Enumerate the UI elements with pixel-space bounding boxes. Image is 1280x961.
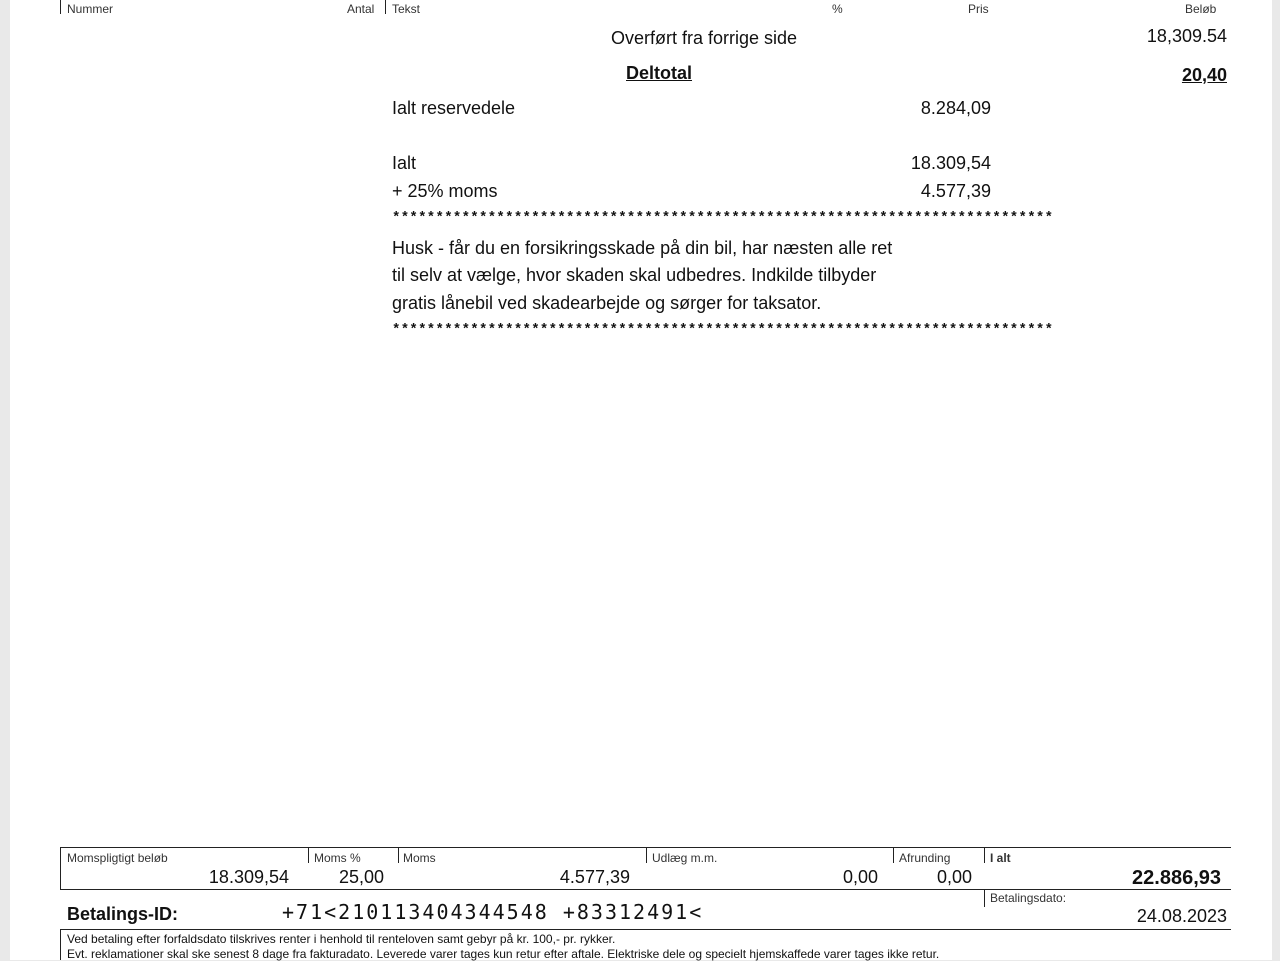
line-amount: 8.284,09 xyxy=(920,98,991,118)
totals-divider xyxy=(308,847,309,863)
totals-divider xyxy=(893,847,894,863)
column-divider xyxy=(60,0,61,14)
payment-date-value: 24.08.2023 xyxy=(1136,906,1227,926)
afrunding-value: 0,00 xyxy=(936,867,972,887)
line-amount: 18.309,54 xyxy=(910,153,991,173)
col-header-pris: Pris xyxy=(968,2,989,16)
ialt-label: I alt xyxy=(990,851,1011,865)
moms-value: 4.577,39 xyxy=(559,867,630,887)
notice-line: til selv at vælge, hvor skaden skal udbedres. Indkilde tilbyder xyxy=(392,265,877,285)
totals-divider xyxy=(646,847,647,863)
totals-divider xyxy=(398,847,399,863)
ialt-value: 22.886,93 xyxy=(1132,867,1221,889)
line-label: Ialt xyxy=(392,153,417,173)
column-divider xyxy=(385,0,386,14)
footer-note: Ved betaling efter forfaldsdato tilskrives renter i henhold til renteloven samt gebyr på kr. 100,- pr. rykker. xyxy=(67,932,616,946)
afrunding-label: Afrunding xyxy=(899,851,951,865)
col-header-nummer: Nummer xyxy=(67,2,114,16)
totals-divider xyxy=(60,847,61,890)
payment-top-border xyxy=(60,889,1231,890)
carried-over-amount: 18,309.54 xyxy=(1146,26,1227,46)
payment-id-value: +71<210113404344548 +83312491< xyxy=(282,900,704,924)
col-header-antal: Antal xyxy=(347,2,375,16)
udlaeg-value: 0,00 xyxy=(842,867,878,887)
totals-divider xyxy=(984,847,985,863)
payment-divider xyxy=(984,889,985,907)
payment-id-label: Betalings-ID: xyxy=(67,904,179,924)
payment-date-label: Betalingsdato: xyxy=(990,891,1067,905)
col-header-procent: % xyxy=(832,2,843,16)
star-divider: **************************************************************************** xyxy=(392,210,1054,226)
carried-over-label: Overført fra forrige side xyxy=(611,28,798,48)
moms-pct-label: Moms % xyxy=(314,851,361,865)
line-label: Ialt reservedele xyxy=(392,98,516,118)
star-divider: **************************************************************************** xyxy=(392,322,1054,338)
footer-divider xyxy=(60,929,61,960)
invoice-page xyxy=(10,0,1272,960)
col-header-tekst: Tekst xyxy=(392,2,421,16)
line-label: + 25% moms xyxy=(392,181,498,201)
moms-pct-value: 25,00 xyxy=(338,867,384,887)
moms-label: Moms xyxy=(403,851,436,865)
footer-top-border xyxy=(60,929,1231,930)
footer-note: Evt. reklamationer skal ske senest 8 dage fra fakturadato. Leverede varer tages kun retur efter aftale. Elektriske dele og specielt hjemskaffede varer tages ikke retur. xyxy=(67,947,940,961)
udlaeg-label: Udlæg m.m. xyxy=(652,851,718,865)
momspligtigt-value: 18.309,54 xyxy=(208,867,289,887)
line-amount: 4.577,39 xyxy=(920,181,991,201)
notice-line: Husk - får du en forsikringsskade på din bil, har næsten alle ret xyxy=(392,238,893,258)
momspligtigt-label: Momspligtigt beløb xyxy=(67,851,168,865)
subtotal-label: Deltotal xyxy=(626,63,693,83)
subtotal-amount: 20,40 xyxy=(1181,65,1227,85)
col-header-beloeb: Beløb xyxy=(1185,2,1217,16)
notice-line: gratis lånebil ved skadearbejde og sørger for taksator. xyxy=(392,293,822,313)
